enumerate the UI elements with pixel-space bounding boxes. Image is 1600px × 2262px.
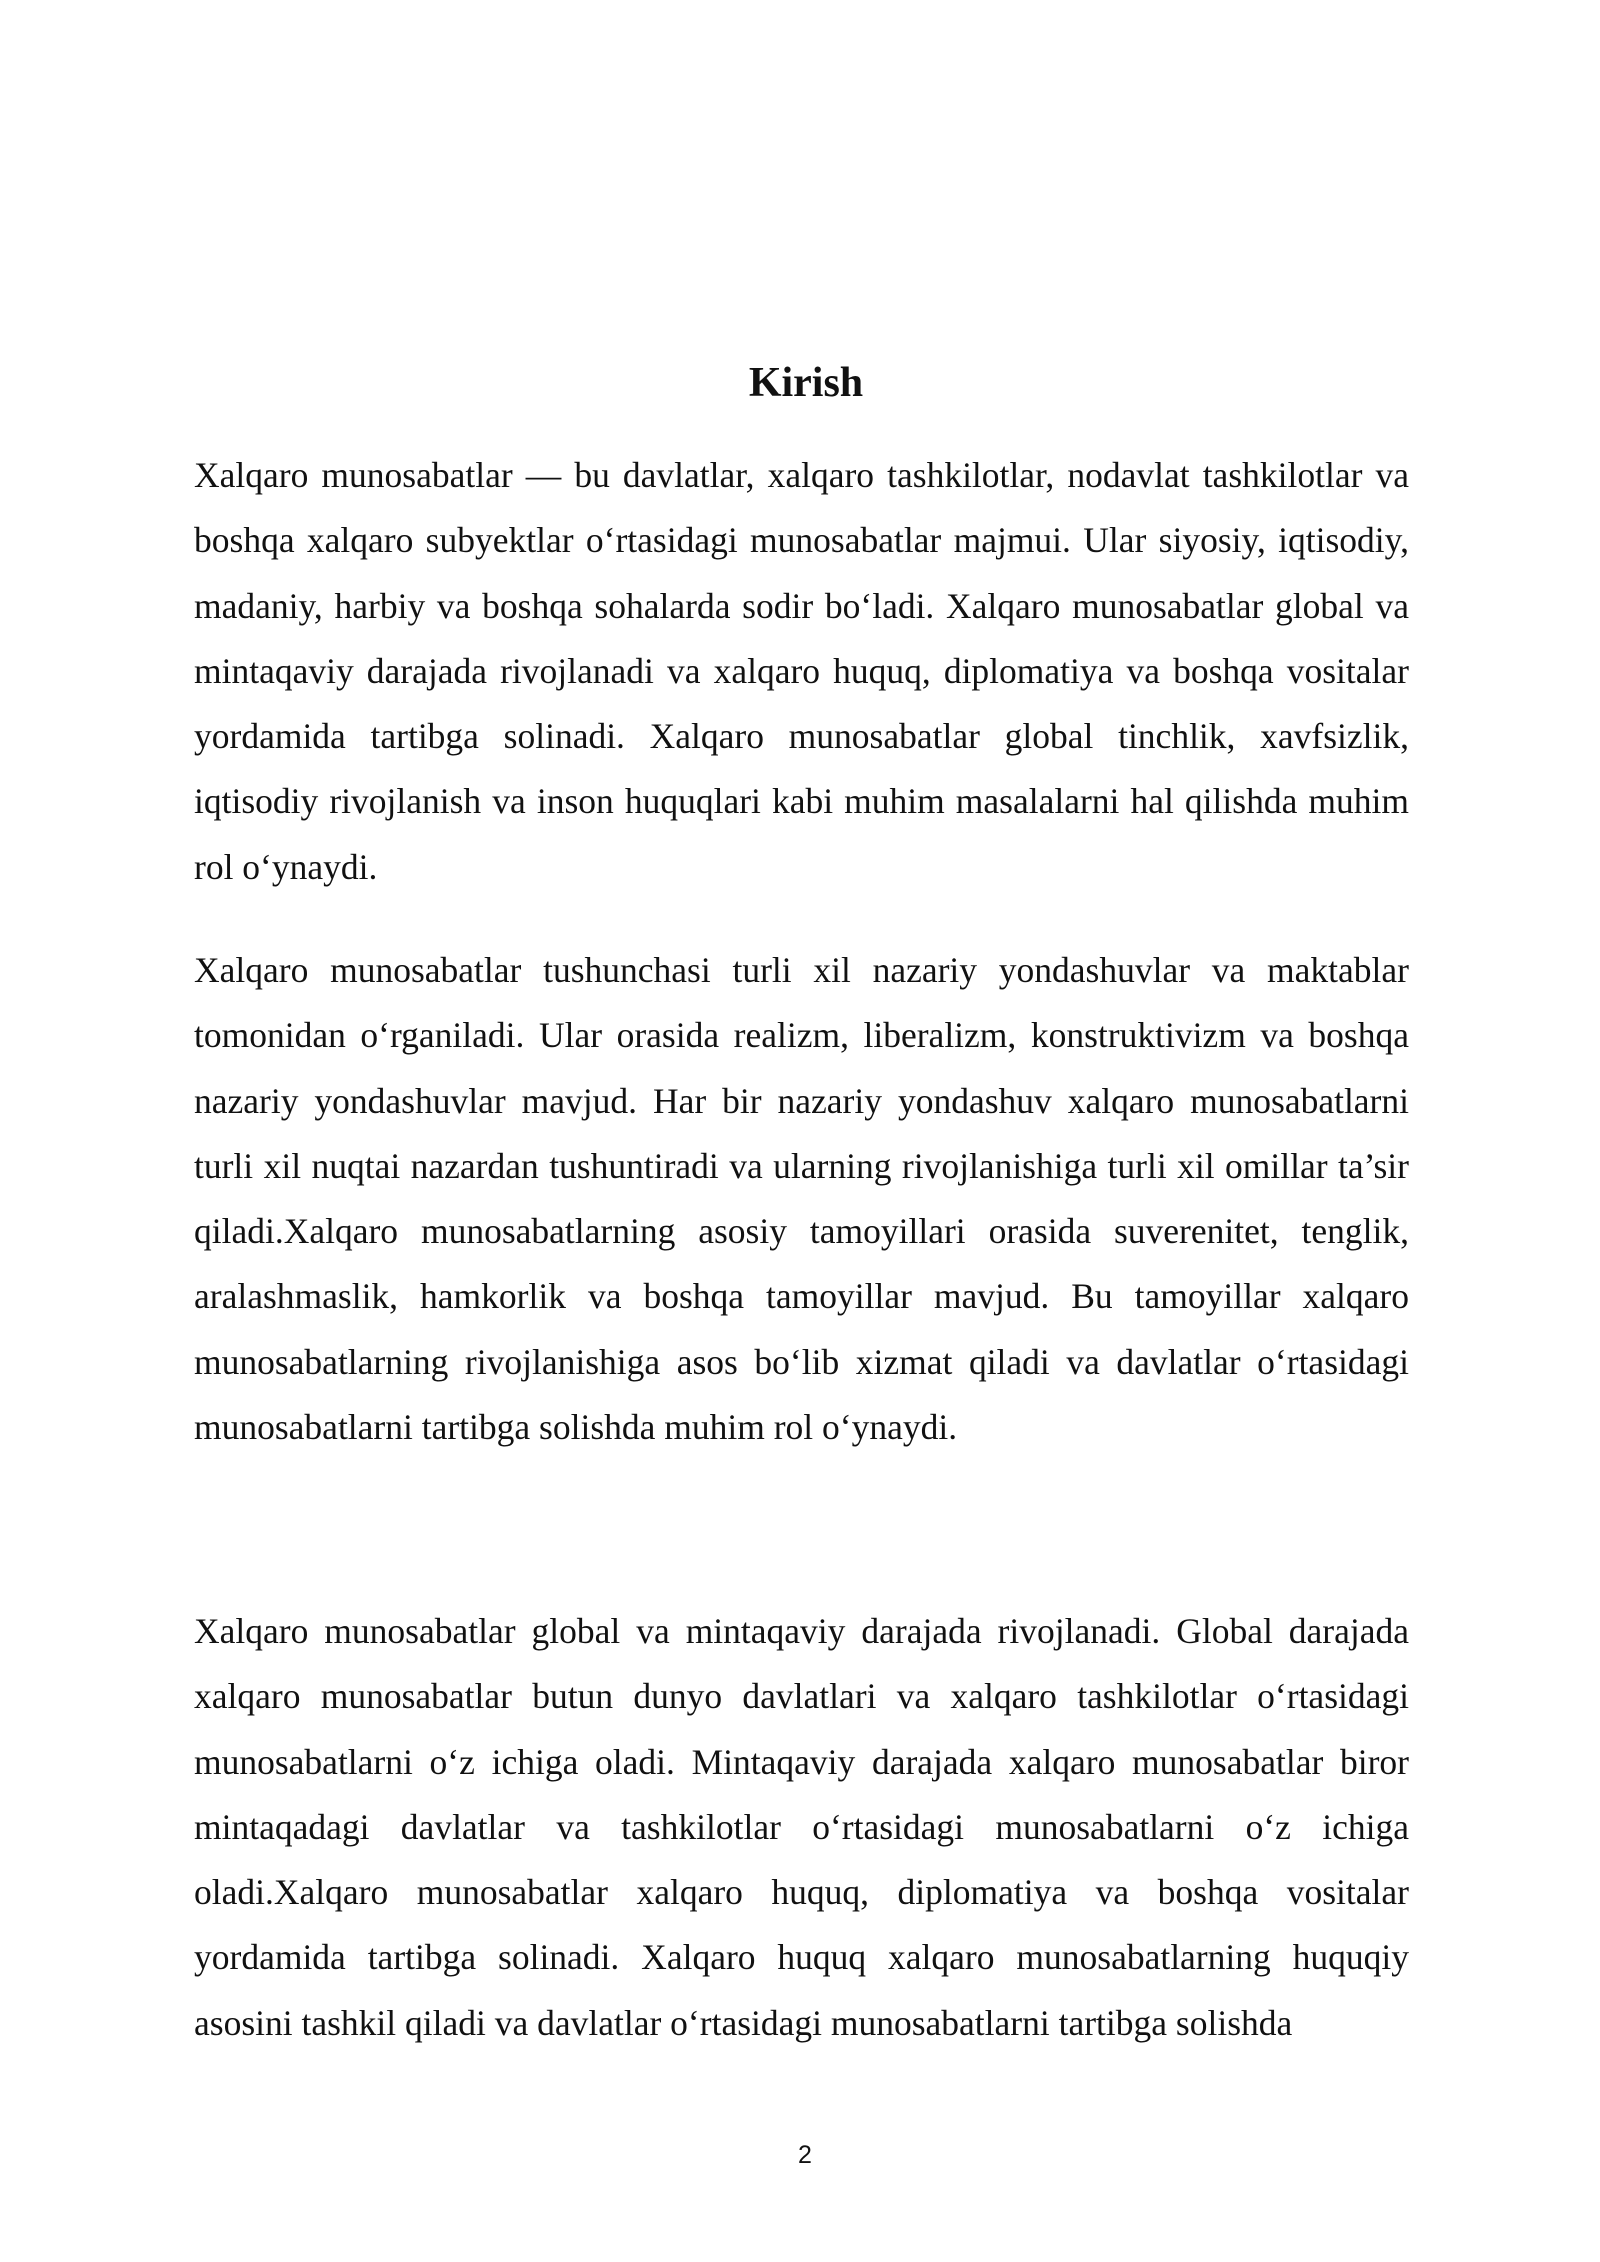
paragraph-2: Xalqaro munosabatlar tushunchasi turli xil nazariy yondashuvlar va maktablar tomonidan o‘rganiladi. Ular orasida realizm, liberalizm, konstruktivizm va boshqa nazariy yondashuvlar mavjud. Har bir nazariy yondashuv xalqaro munosabatlarni turli xil nuqtai nazardan tushuntiradi va ularning rivojlanishiga turli xil omillar ta’sir qiladi.Xalqaro munosabatlarning asosiy tamoyillari orasida suverenitet, tenglik, aralashmaslik, hamkorlik va boshqa tamoyillar mavjud. Bu tamoyillar xalqaro munosabatlarning rivojlanishiga asos bo‘lib xizmat qiladi va davlatlar o‘rtasidagi munosabatlarni tartibga solishda muhim rol o‘ynaydi. [194,950,1409,1448]
section-title: Kirish [748,360,864,406]
page-number: 2 [798,2141,812,2169]
paragraph-3: Xalqaro munosabatlar global va mintaqaviy darajada rivojlanadi. Global darajada xalqaro munosabatlar butun dunyo davlatlari va xalqaro tashkilotlar o‘rtasidagi munosabatlarni o‘z ichiga oladi. Mintaqaviy darajada xalqaro munosabatlar biror mintaqadagi davlatlar va tashkilotlar o‘rtasidagi munosabatlarni o‘z ichiga oladi.Xalqaro munosabatlar xalqaro huquq, diplomatiya va boshqa vositalar yordamida tartibga solinadi. Xalqaro huquq xalqaro munosabatlarning huquqiy asosini tashkil qiladi va davlatlar o‘rtasidagi munosabatlarni tartibga solishda [194,1611,1409,2043]
paragraph-1: Xalqaro munosabatlar — bu davlatlar, xalqaro tashkilotlar, nodavlat tashkilotlar va boshqa xalqaro subyektlar o‘rtasidagi munosabatlar majmui. Ular siyosiy, iqtisodiy, madaniy, harbiy va boshqa sohalarda sodir bo‘ladi. Xalqaro munosabatlar global va mintaqaviy darajada rivojlanadi va xalqaro huquq, diplomatiya va boshqa vositalar yordamida tartibga solinadi. Xalqaro munosabatlar global tinchlik, xavfsizlik, iqtisodiy rivojlanish va inson huquqlari kabi muhim masalalarni hal qilishda muhim rol o‘ynaydi. [194,455,1409,887]
